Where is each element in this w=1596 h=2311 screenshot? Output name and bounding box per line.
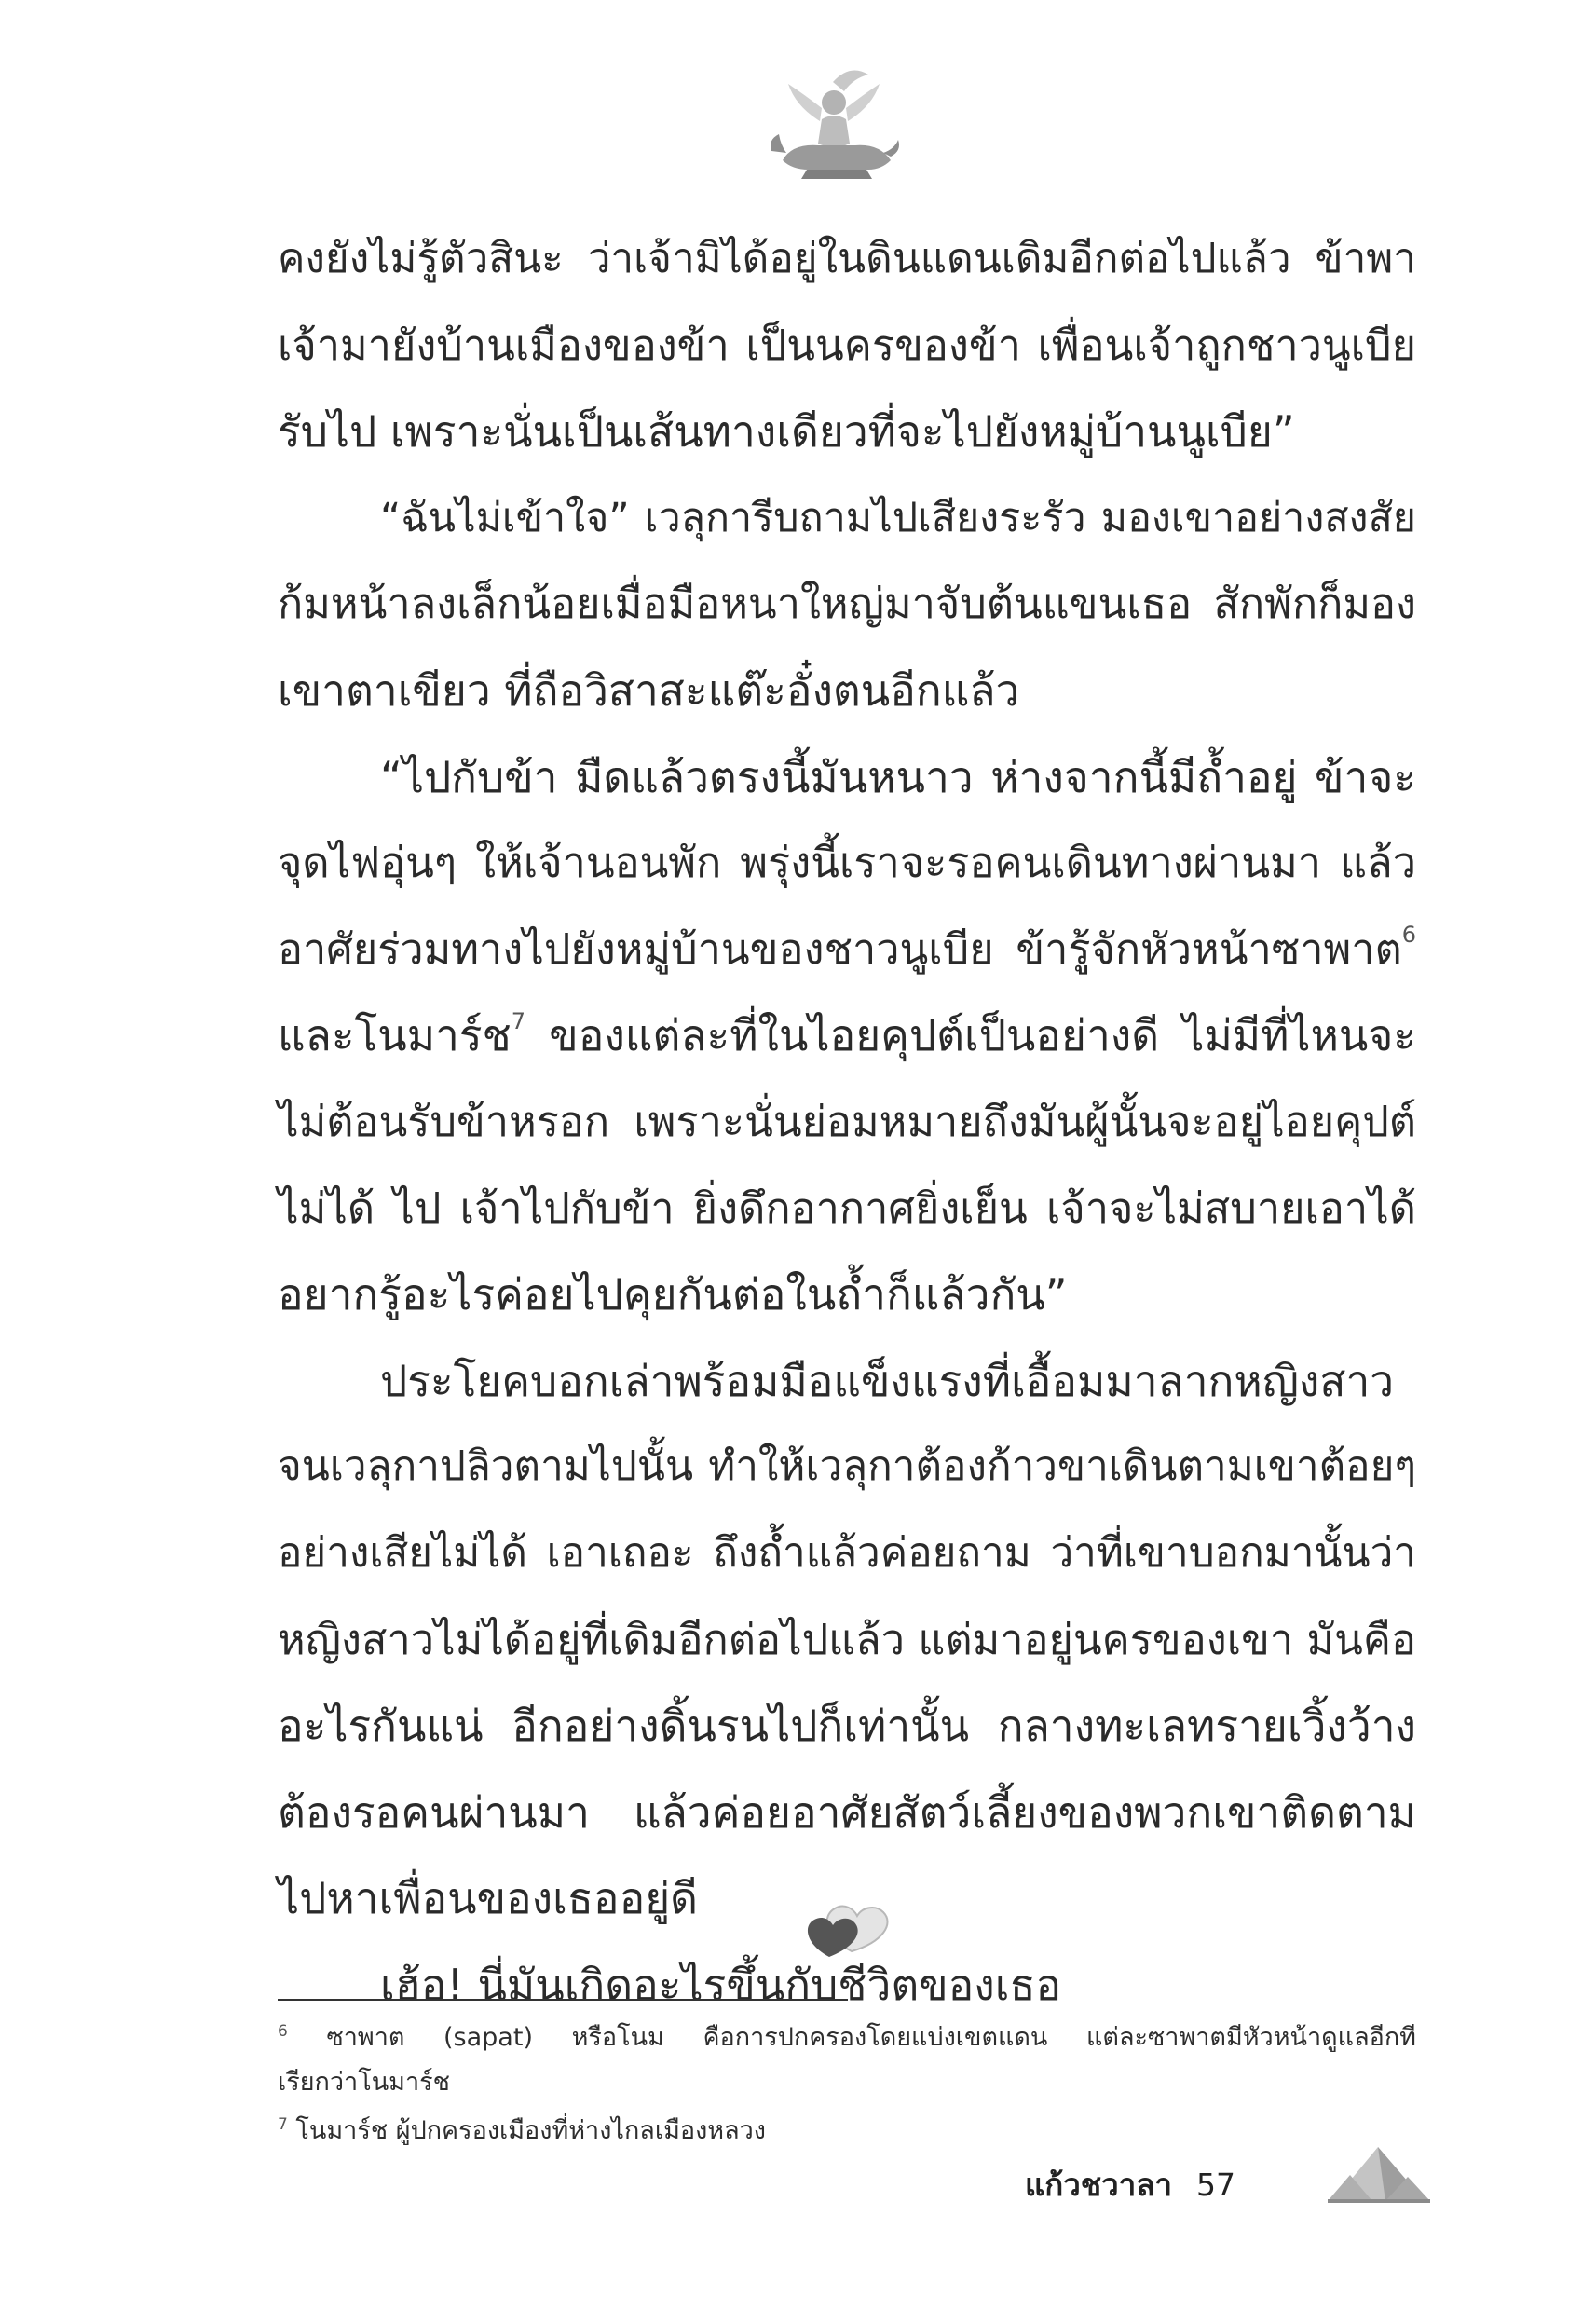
text-line: [278, 907, 1416, 993]
pyramid-icon: [1328, 2140, 1430, 2205]
cherub-lamp-ornament-icon: [764, 54, 904, 194]
footnote-line: [278, 2109, 1416, 2154]
text-line: ประโยคบอกเล่าพร้อมมือแข็งแรงที่เอื้อมมาลากหญิงสาว: [380, 1355, 1395, 1406]
text-line: คงยังไม่รู้ตัวสินะ ว่าเจ้ามิได้อยู่ในดินแดนเดิมอีกต่อไปแล้ว ข้าพา: [278, 235, 1416, 282]
hearts-icon: [798, 1895, 900, 1961]
page-number: 57: [1196, 2167, 1235, 2203]
footnote-line: เรียกว่าโนมาร์ช: [278, 2068, 450, 2097]
footnote-6: [278, 2016, 1416, 2105]
text-line: จุดไฟอุ่นๆ ให้เจ้านอนพัก พรุ่งนี้เราจะรอคนเดินทางผ่านมา แล้ว: [278, 838, 1416, 888]
text-line: รับไป เพราะนั่นเป็นเส้นทางเดียวที่จะไปยังหมู่บ้านนูเบีย”: [278, 406, 1295, 458]
text-line-content: [278, 1010, 1416, 1060]
text-line: เขาตาเขียว ที่ถือวิสาสะแต๊ะอั๋งตนอีกแล้ว: [278, 664, 1020, 716]
footnote-number: 7: [278, 2114, 288, 2134]
text-line: เจ้ามายังบ้านเมืองของข้า เป็นนครของข้า เพื่อนเจ้าถูกชาวนูเบีย: [278, 320, 1416, 370]
footnote-ref-6[interactable]: 6: [1401, 921, 1416, 948]
footnote-line: [278, 2016, 1416, 2060]
body-text: [278, 216, 1416, 2028]
text-line: ก้มหน้าลงเล็กน้อยเมื่อมือหนาใหญ่มาจับต้นแขนเธอ สักพักก็มอง: [278, 579, 1416, 629]
footnote-ref-7[interactable]: 7: [511, 1008, 526, 1035]
text-line: หญิงสาวไม่ได้อยู่ที่เดิมอีกต่อไปแล้ว แต่มาอยู่นครของเขา มันคือ: [278, 1614, 1416, 1664]
footnote-text: ซาพาต (sapat) หรือโนม คือการปกครองโดยแบ่งเขตแดน แต่ละซาพาตมีหัวหน้าดูแลอีกที: [326, 2023, 1416, 2052]
footnotes: [278, 2016, 1416, 2157]
text-line: เฮ้อ! นี่มันเกิดอะไรขึ้นกับชีวิตของเธอ: [380, 1959, 1062, 2010]
paragraph: [278, 475, 1416, 734]
text-line-content: อาศัยร่วมทางไปยังหมู่บ้านของชาวนูเบีย ข้ารู้จักหัวหน้าซาพาต: [278, 923, 1402, 974]
paragraph: [278, 216, 1416, 475]
text-line: ไปหาเพื่อนของเธออยู่ดี: [278, 1873, 699, 1924]
text-fragment: และโนมาร์ช: [278, 1010, 512, 1061]
text-line: อะไรกันแน่ อีกอย่างดิ้นรนไปก็เท่านั้น กลางทะเลทรายเวิ้งว้าง: [278, 1701, 1416, 1752]
paragraph: [278, 734, 1416, 1338]
text-line: ต้องรอคนผ่านมา แล้วค่อยอาศัยสัตว์เลี้ยงของพวกเขาติดตาม: [278, 1786, 1416, 1838]
text-line-with-ref: [278, 992, 1416, 1079]
text-line: จนเวลุกาปลิวตามไปนั้น ทำให้เวลุกาต้องก้าวขาเดินตามเขาต้อยๆ: [278, 1443, 1416, 1491]
text-line: อยากรู้อะไรค่อยไปคุยกันต่อในถ้ำก็แล้วกัน”: [278, 1269, 1068, 1320]
footnote-number: 6: [278, 2021, 288, 2041]
text-fragment: ของแต่ละที่ในไอยคุปต์เป็นอย่างดี ไม่มีที่ไหนจะ: [525, 1010, 1416, 1061]
book-title: แก้วชวาลา: [1025, 2167, 1172, 2203]
text-line: ไม่ต้อนรับข้าหรอก เพราะนั่นย่อมหมายถึงมันผู้นั้นจะอยู่ไอยคุปต์: [278, 1096, 1416, 1146]
running-footer: [1025, 2160, 1235, 2209]
text-line: ไม่ได้ ไป เจ้าไปกับข้า ยิ่งดึกอากาศยิ่งเย็น เจ้าจะไม่สบายเอาได้: [278, 1183, 1416, 1233]
text-line: “ไปกับข้า มืดแล้วตรงนี้มันหนาว ห่างจากนี้มีถ้ำอยู่ ข้าจะ: [380, 751, 1416, 802]
text-line: อย่างเสียไม่ได้ เอาเถอะ ถึงถ้ำแล้วค่อยถาม ว่าที่เขาบอกมานั้นว่า: [278, 1528, 1416, 1577]
footnote-7: [278, 2109, 1416, 2154]
paragraph: [278, 1338, 1416, 1942]
footnote-text: โนมาร์ช ผู้ปกครองเมืองที่ห่างไกลเมืองหลวง: [295, 2116, 766, 2145]
text-line: “ฉันไม่เข้าใจ” เวลุการีบถามไปเสียงระรัว มองเขาอย่างสงสัย: [380, 494, 1416, 541]
footnote-rule: [278, 1999, 848, 2001]
